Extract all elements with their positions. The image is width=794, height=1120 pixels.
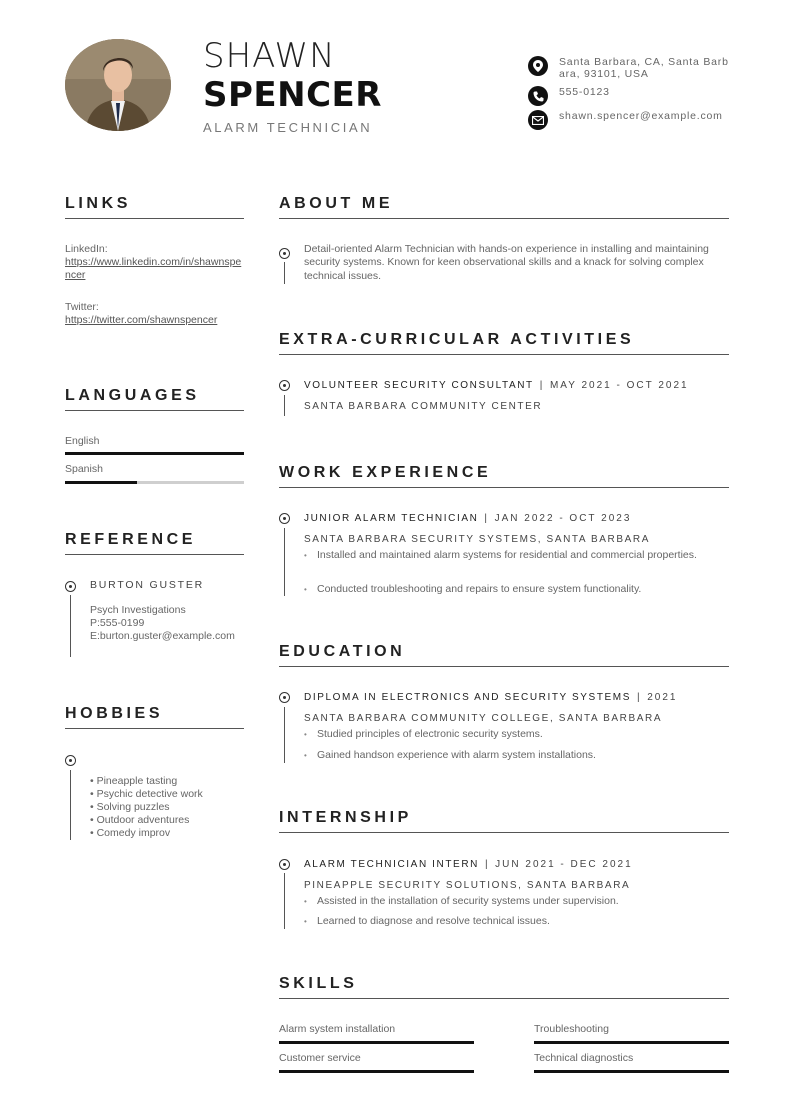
reference-company: Psych Investigations	[90, 604, 186, 616]
education-bullet: • Gained handson experience with alarm system installations.	[304, 749, 724, 762]
education-bullet-icon	[279, 692, 290, 703]
about-bullet-icon	[279, 248, 290, 259]
skill-bar	[534, 1070, 729, 1073]
extracurricular-title: VOLUNTEER SECURITY CONSULTANT	[304, 380, 534, 391]
contact-email	[528, 110, 729, 130]
hobbies-heading: HOBBIES	[65, 705, 244, 729]
work-title: JUNIOR ALARM TECHNICIAN	[304, 513, 479, 524]
phone-text: 555-0123	[559, 86, 610, 98]
email-text[interactable]: shawn.spencer@example.com	[559, 110, 723, 122]
skill-bar	[279, 1070, 474, 1073]
language-english-bar	[65, 452, 244, 455]
extracurricular-org: SANTA BARBARA COMMUNITY CENTER	[304, 401, 543, 412]
skill-bar	[534, 1041, 729, 1044]
person-portrait-icon	[65, 39, 171, 131]
education-title-row: DIPLOMA IN ELECTRONICS AND SECURITY SYSTEMS | 2021	[304, 692, 678, 703]
education-bullet: • Studied principles of electronic security systems.	[304, 728, 724, 741]
internship-org: PINEAPPLE SECURITY SOLUTIONS, SANTA BARBARA	[304, 880, 631, 891]
extracurricular-timeline	[284, 395, 285, 416]
internship-title-row: ALARM TECHNICIAN INTERN | JUN 2021 - DEC 2021	[304, 859, 633, 870]
work-bullet-icon	[279, 513, 290, 524]
internship-bullet: • Learned to diagnose and resolve technical issues.	[304, 915, 724, 928]
reference-phone: P:555-0199	[90, 617, 145, 629]
profile-photo	[65, 39, 171, 131]
education-timeline	[284, 707, 285, 763]
about-heading: ABOUT ME	[279, 195, 729, 219]
address-text: Santa Barbara, CA, Santa Barbara, 93101, USA	[559, 56, 729, 80]
work-bullet: • Conducted troubleshooting and repairs to ensure system functionality.	[304, 583, 724, 596]
hobbies-bullet-icon	[65, 755, 76, 766]
extracurricular-date: MAY 2021 - OCT 2021	[549, 380, 689, 391]
reference-timeline	[70, 595, 71, 657]
work-bullet: • Installed and maintained alarm systems for residential and commercial properties.	[304, 549, 724, 562]
linkedin-label: LinkedIn:	[65, 243, 108, 255]
location-pin-icon	[528, 56, 548, 76]
reference-bullet-icon	[65, 581, 76, 592]
language-english-level	[65, 452, 244, 455]
education-org: SANTA BARBARA COMMUNITY COLLEGE, SANTA BARBARA	[304, 713, 663, 724]
extracurricular-heading: EXTRA-CURRICULAR ACTIVITIES	[279, 331, 729, 355]
skill-name: Alarm system installation	[279, 1023, 396, 1035]
about-text: Detail-oriented Alarm Technician with hands-on experience in installing and maintaining security systems. Known for keen observational skills and a knack for solving complex technical issues.	[304, 243, 709, 282]
twitter-link[interactable]: https://twitter.com/shawnspencer	[65, 314, 218, 326]
hobby-item: • Outdoor adventures	[90, 814, 190, 826]
work-date: JAN 2022 - OCT 2023	[494, 513, 632, 524]
envelope-icon	[528, 110, 548, 130]
work-org: SANTA BARBARA SECURITY SYSTEMS, SANTA BARBARA	[304, 534, 650, 545]
hobbies-timeline	[70, 770, 71, 840]
hobby-item: • Psychic detective work	[90, 788, 203, 800]
about-timeline	[284, 262, 285, 284]
last-name: SPENCER	[203, 75, 382, 115]
extracurricular-bullet-icon	[279, 380, 290, 391]
language-english: English	[65, 435, 100, 447]
work-title-row: JUNIOR ALARM TECHNICIAN | JAN 2022 - OCT 2023	[304, 513, 632, 524]
skill-bar	[279, 1041, 474, 1044]
hobby-item: • Pineapple tasting	[90, 775, 178, 787]
skills-heading: SKILLS	[279, 975, 729, 999]
education-heading: EDUCATION	[279, 643, 729, 667]
skill-name: Customer service	[279, 1052, 361, 1064]
education-title: DIPLOMA IN ELECTRONICS AND SECURITY SYSTEMS	[304, 692, 632, 703]
languages-heading: LANGUAGES	[65, 387, 244, 411]
job-title: ALARM TECHNICIAN	[203, 120, 373, 135]
reference-email: E:burton.guster@example.com	[90, 630, 235, 642]
links-heading: LINKS	[65, 195, 244, 219]
hobby-item: • Comedy improv	[90, 827, 171, 839]
reference-heading: REFERENCE	[65, 531, 244, 555]
contact-phone	[528, 86, 729, 106]
language-spanish-level	[65, 481, 137, 484]
internship-title: ALARM TECHNICIAN INTERN	[304, 859, 479, 870]
reference-name: BURTON GUSTER	[90, 579, 205, 591]
internship-bullet-icon	[279, 859, 290, 870]
extracurricular-title-row: VOLUNTEER SECURITY CONSULTANT | MAY 2021 - OCT 2021	[304, 380, 689, 391]
skill-name: Troubleshooting	[534, 1023, 609, 1035]
internship-bullet: • Assisted in the installation of security systems under supervision.	[304, 895, 724, 908]
education-date: 2021	[647, 692, 678, 703]
internship-timeline	[284, 873, 285, 929]
internship-heading: INTERNSHIP	[279, 809, 729, 833]
first-name: SHAWN	[203, 36, 336, 76]
work-timeline	[284, 528, 285, 596]
phone-icon	[528, 86, 548, 106]
internship-date: JUN 2021 - DEC 2021	[495, 859, 633, 870]
language-spanish-bar	[65, 481, 244, 484]
linkedin-link[interactable]: https://www.linkedin.com/in/shawnspencer	[65, 256, 242, 281]
language-spanish: Spanish	[65, 463, 103, 475]
work-heading: WORK EXPERIENCE	[279, 464, 729, 488]
twitter-label: Twitter:	[65, 301, 99, 313]
contact-address	[528, 56, 729, 80]
skill-name: Technical diagnostics	[534, 1052, 634, 1064]
hobby-item: • Solving puzzles	[90, 801, 170, 813]
